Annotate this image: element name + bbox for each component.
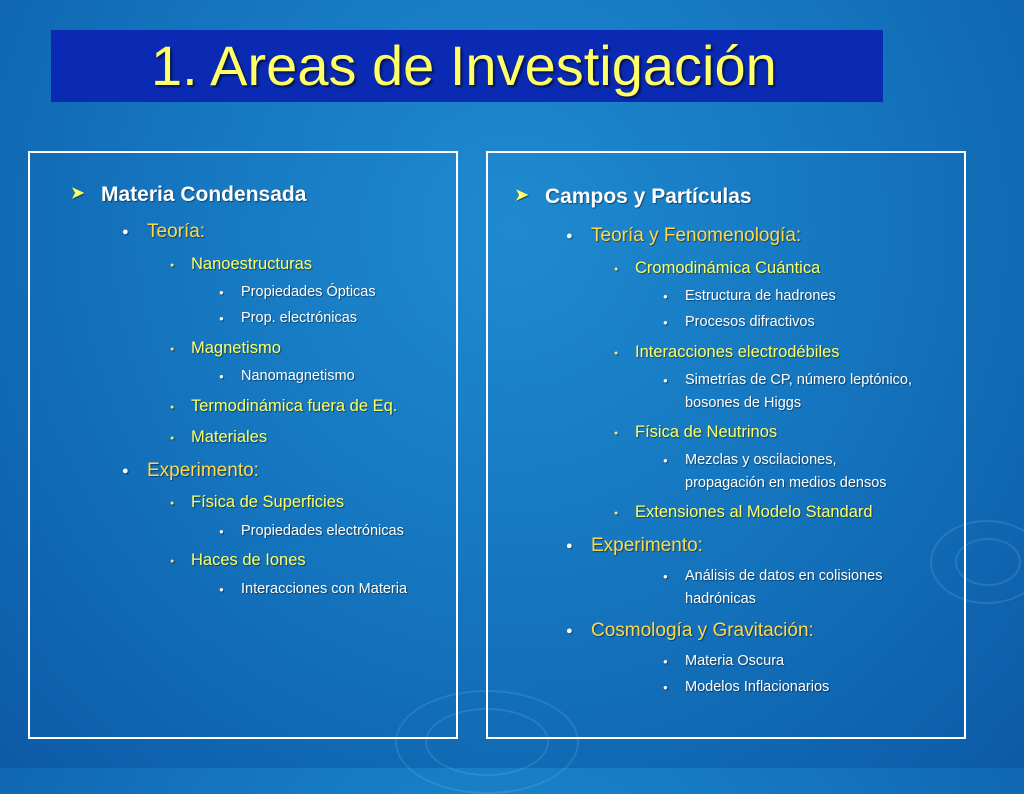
item-text: Estructura de hadrones <box>685 288 836 304</box>
item-text: Simetrías de CP, número leptónico, <box>685 372 913 388</box>
item-text: Interacciones electrodébiles <box>635 343 840 361</box>
round-bullet-icon: ● <box>566 230 573 242</box>
item-text: Teoría y Fenomenología: <box>591 225 802 246</box>
round-bullet-icon: ● <box>219 288 224 297</box>
item-text: hadrónicas <box>685 591 756 607</box>
item-text: Haces de Iones <box>191 551 306 569</box>
list-item <box>219 368 355 384</box>
list-item <box>663 314 815 330</box>
small-dot-bullet-icon: ● <box>614 266 619 273</box>
list-item <box>566 535 703 557</box>
heading-text: Materia Condensada <box>101 183 307 206</box>
list-item <box>219 523 404 539</box>
panel-fields-particles <box>486 151 966 739</box>
item-text: Materiales <box>191 428 268 446</box>
item-text: Prop. electrónicas <box>241 310 358 326</box>
item-text: Experimento: <box>147 460 259 481</box>
item-text: Nanomagnetismo <box>241 368 355 384</box>
list-heading <box>71 183 307 207</box>
small-dot-bullet-icon: ● <box>170 435 175 442</box>
list-item <box>663 653 785 669</box>
list-item <box>170 255 313 274</box>
small-dot-bullet-icon: ● <box>170 404 175 411</box>
item-text: bosones de Higgs <box>685 395 802 411</box>
item-text: Mezclas y oscilaciones, <box>685 452 837 468</box>
round-bullet-icon: ● <box>663 292 668 301</box>
title-bar <box>51 30 883 102</box>
arrowhead-bullet-icon: ➤ <box>71 185 85 202</box>
list-heading <box>515 185 752 209</box>
list-item <box>170 397 398 416</box>
list-item-continuation <box>685 475 887 491</box>
item-text: Procesos difractivos <box>685 314 815 330</box>
round-bullet-icon: ● <box>566 625 573 637</box>
list-item <box>663 452 837 468</box>
round-bullet-icon: ● <box>219 585 224 594</box>
item-text: propagación en medios densos <box>685 475 887 491</box>
list-item <box>663 372 913 388</box>
panel-condensed-matter <box>28 151 458 739</box>
list-item-continuation <box>685 591 756 607</box>
list-item <box>170 428 268 447</box>
item-text: Nanoestructuras <box>191 255 313 273</box>
item-text: Materia Oscura <box>685 653 785 669</box>
small-dot-bullet-icon: ● <box>614 350 619 357</box>
list-item <box>566 225 802 247</box>
list-item <box>170 339 281 358</box>
item-text: Experimento: <box>591 535 703 556</box>
item-text: Propiedades Ópticas <box>241 284 376 300</box>
small-dot-bullet-icon: ● <box>614 430 619 437</box>
item-text: Teoría: <box>147 221 206 242</box>
round-bullet-icon: ● <box>663 572 668 581</box>
item-text: Cromodinámica Cuántica <box>635 259 821 277</box>
list-item <box>663 568 883 584</box>
small-dot-bullet-icon: ● <box>170 346 175 353</box>
item-text: Modelos Inflacionarios <box>685 679 830 695</box>
round-bullet-icon: ● <box>663 657 668 666</box>
round-bullet-icon: ● <box>219 372 224 381</box>
round-bullet-icon: ● <box>663 376 668 385</box>
item-text: Extensiones al Modelo Standard <box>635 503 873 521</box>
list-item <box>614 423 778 442</box>
round-bullet-icon: ● <box>122 226 129 238</box>
slide-title: 1. Areas de Investigación <box>151 34 777 97</box>
item-text: Física de Superficies <box>191 493 345 511</box>
small-dot-bullet-icon: ● <box>170 262 175 269</box>
list-item-continuation <box>685 395 801 411</box>
item-text: Propiedades electrónicas <box>241 523 404 539</box>
round-bullet-icon: ● <box>219 314 224 323</box>
list-item <box>614 259 821 278</box>
small-dot-bullet-icon: ● <box>170 500 175 507</box>
arrowhead-bullet-icon: ➤ <box>515 187 529 204</box>
list-item <box>122 460 259 482</box>
list-item <box>614 503 873 522</box>
item-text: Cosmología y Gravitación: <box>591 620 814 641</box>
list-item <box>219 581 408 597</box>
list-item <box>170 551 306 570</box>
list-item <box>219 284 376 300</box>
item-text: Termodinámica fuera de Eq. <box>191 397 398 415</box>
round-bullet-icon: ● <box>122 465 129 477</box>
item-text: Interacciones con Materia <box>241 581 408 597</box>
list-item <box>122 221 206 243</box>
list-item <box>566 620 814 642</box>
round-bullet-icon: ● <box>566 540 573 552</box>
list-item <box>663 288 836 304</box>
round-bullet-icon: ● <box>663 456 668 465</box>
list-item <box>614 343 840 362</box>
list-item <box>170 493 345 512</box>
item-text: Física de Neutrinos <box>635 423 778 441</box>
list-item <box>663 679 830 695</box>
small-dot-bullet-icon: ● <box>170 558 175 565</box>
item-text: Análisis de datos en colisiones <box>685 568 883 584</box>
round-bullet-icon: ● <box>663 318 668 327</box>
round-bullet-icon: ● <box>663 683 668 692</box>
small-dot-bullet-icon: ● <box>614 510 619 517</box>
heading-text: Campos y Partículas <box>545 185 752 208</box>
round-bullet-icon: ● <box>219 527 224 536</box>
item-text: Magnetismo <box>191 339 281 357</box>
list-item <box>219 310 358 326</box>
